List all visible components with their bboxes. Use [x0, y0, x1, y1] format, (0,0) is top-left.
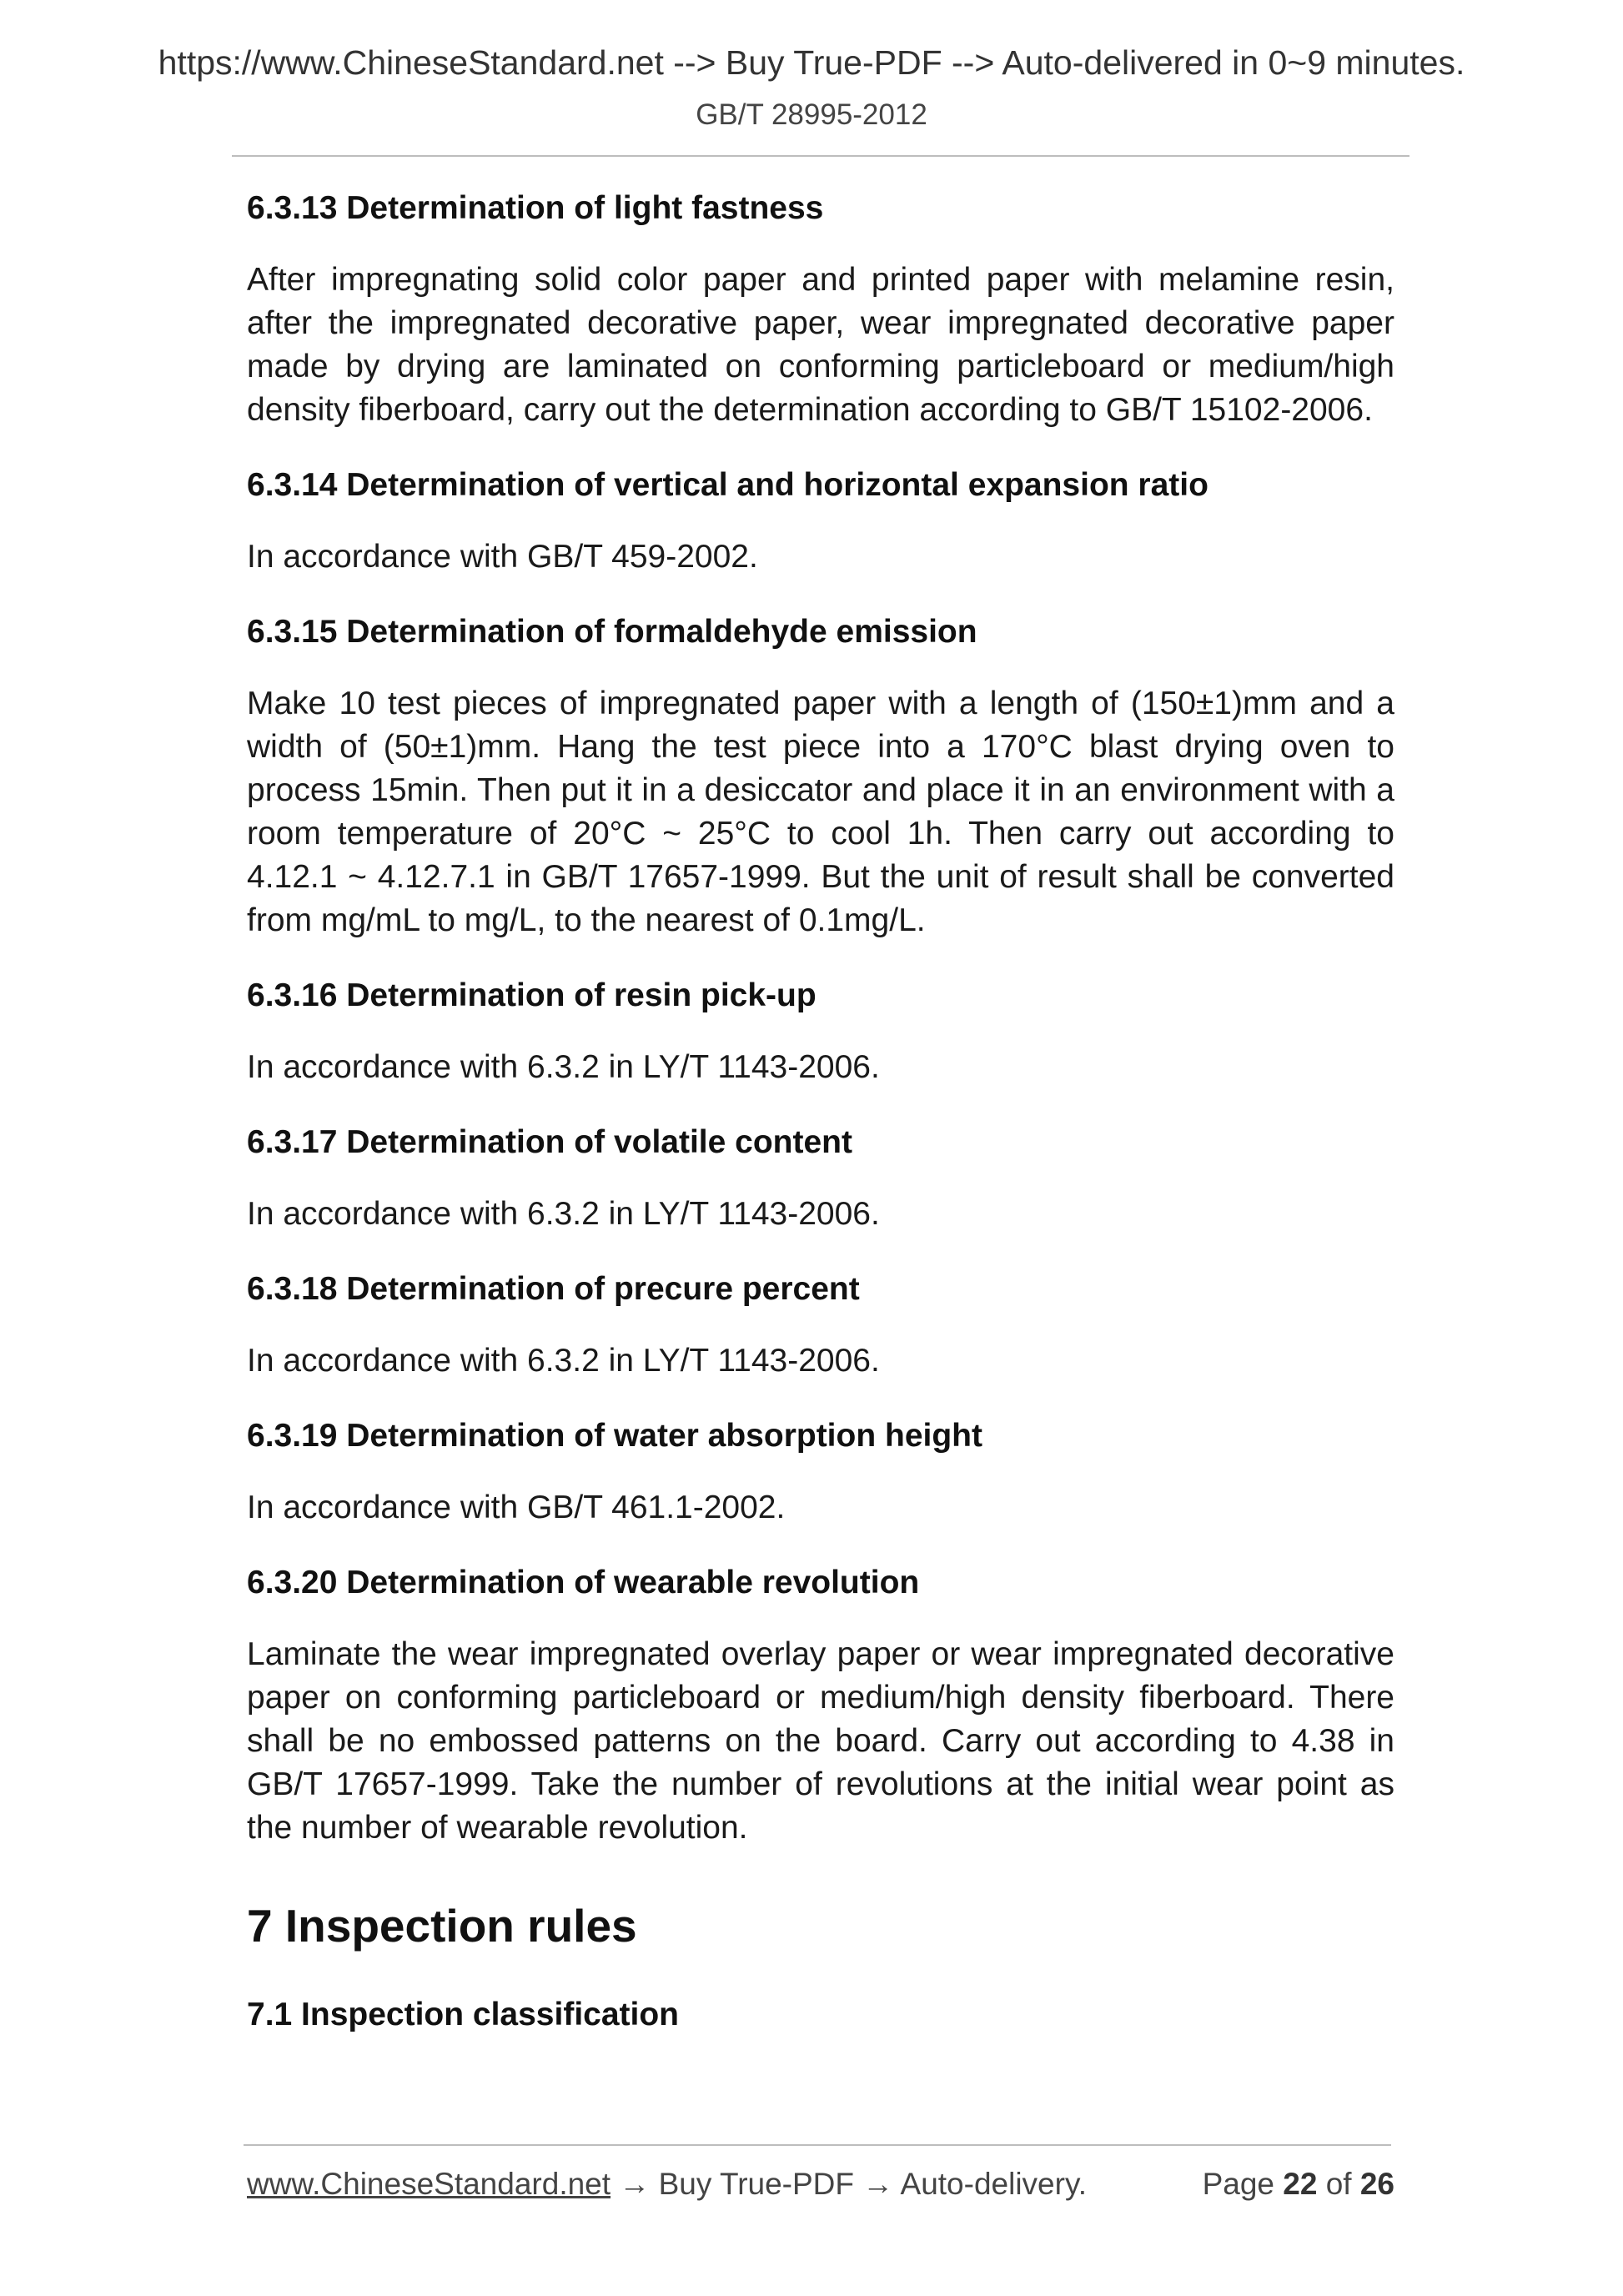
section-6-3-15 — [247, 610, 1394, 942]
section-6-3-13 — [247, 187, 1394, 432]
header-url-line: https://www.ChineseStandard.net --> Buy True-PDF --> Auto-delivered in 0~9 minutes. — [158, 43, 1465, 82]
footer-delivery-text: → Buy True-PDF → Auto-delivery. — [611, 2167, 1087, 2201]
section-6-3-20 — [247, 1561, 1394, 1850]
chapter-heading: 7 Inspection rules — [247, 1900, 637, 1952]
section-heading: 6.3.18 Determination of precure percent — [247, 1271, 860, 1307]
header-standard-number: GB/T 28995-2012 — [696, 98, 927, 131]
page-current: 22 — [1283, 2167, 1318, 2201]
section-6-3-19 — [247, 1414, 1394, 1530]
section-6-3-18 — [247, 1268, 1394, 1383]
of-word: of — [1325, 2167, 1352, 2201]
section-heading: 6.3.13 Determination of light fastness — [247, 190, 824, 226]
footer-divider — [244, 2144, 1391, 2146]
header-divider — [232, 155, 1409, 157]
section-6-3-17 — [247, 1121, 1394, 1236]
section-heading: 6.3.14 Determination of vertical and horizontal expansion ratio — [247, 467, 1208, 503]
section-heading: 6.3.15 Determination of formaldehyde emission — [247, 614, 977, 650]
section-heading: 6.3.19 Determination of water absorption height — [247, 1418, 982, 1454]
section-paragraph: In accordance with 6.3.2 in LY/T 1143-2006. — [247, 1196, 880, 1232]
section-paragraph: In accordance with GB/T 461.1-2002. — [247, 1490, 786, 1525]
section-paragraph: Make 10 test pieces of impregnated paper with a length of (150±1)mm and a width of (50±1)mm. Hang the test piece into a 170°C blast drying oven to process 15min. Then put it in a desiccator and place it in an environment with a room temperature of 20°C ~ 25°C to cool 1h. Then carry out according to 4.12.1 ~ 4.12.7.1 in GB/T 17657-1999. But the unit of result shall be converted from mg/mL to mg/L, to the nearest of 0.1mg/L. — [247, 686, 1394, 938]
section-6-3-16 — [247, 974, 1394, 1089]
page-total: 26 — [1359, 2167, 1394, 2201]
section-heading: 6.3.17 Determination of volatile content — [247, 1124, 852, 1160]
page-footer — [247, 2167, 1394, 2202]
section-heading: 6.3.20 Determination of wearable revolution — [247, 1565, 920, 1600]
footer-left — [247, 2167, 1087, 2202]
footer-site-link[interactable]: www.ChineseStandard.net — [247, 2167, 611, 2201]
page-number — [1203, 2167, 1394, 2202]
section-6-3-14 — [247, 464, 1394, 579]
section-heading: 6.3.16 Determination of resin pick-up — [247, 977, 817, 1013]
section-paragraph: After impregnating solid color paper and printed paper with melamine resin, after the impregnated decorative paper, wear impregnated decorative paper made by drying are laminated on conforming particleboard or medium/high density fiberboard, carry out the determination according to GB/T 15102-2006. — [247, 262, 1394, 428]
section-paragraph: In accordance with 6.3.2 in LY/T 1143-2006. — [247, 1049, 880, 1085]
document-body — [247, 187, 1394, 2065]
section-paragraph: In accordance with GB/T 459-2002. — [247, 539, 758, 575]
page-word: Page — [1202, 2167, 1274, 2201]
section-paragraph: Laminate the wear impregnated overlay paper or wear impregnated decorative paper on conforming particleboard or medium/high density fiberboard. There shall be no embossed patterns on the board. Carry out according to 4.38 in GB/T 17657-1999. Take the number of revolutions at the initial wear point as the number of wearable revolution. — [247, 1636, 1394, 1846]
section-paragraph: In accordance with 6.3.2 in LY/T 1143-2006. — [247, 1343, 880, 1379]
subsection-heading: 7.1 Inspection classification — [247, 1997, 680, 2032]
